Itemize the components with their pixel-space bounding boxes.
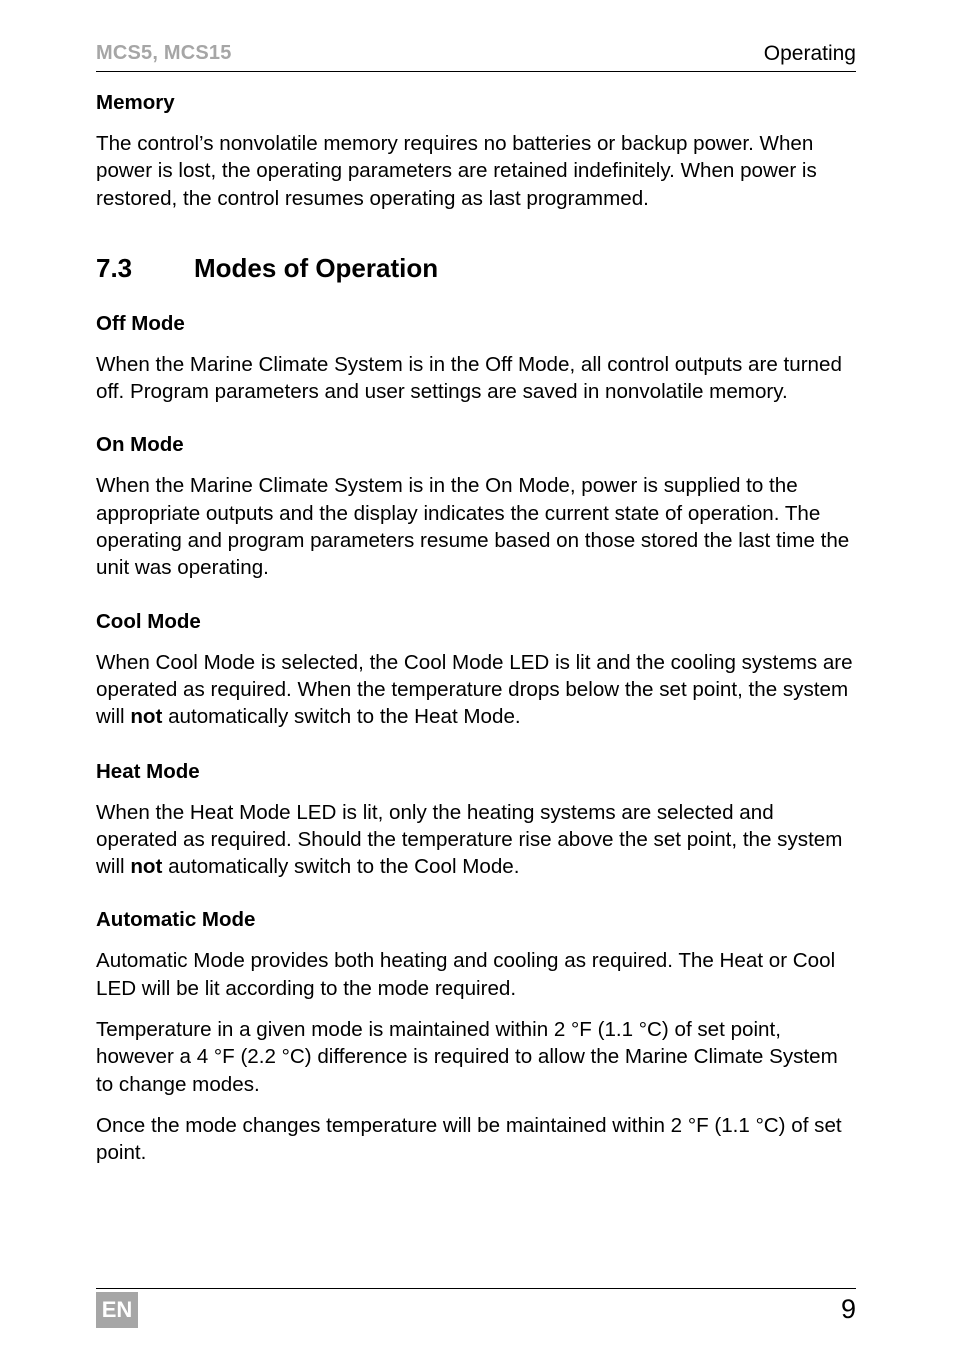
automatic-mode-heading: Automatic Mode — [96, 908, 256, 932]
off-mode-paragraph: When the Marine Climate System is in the Off Mode, all control outputs are turned off. Program parameters and user settings are saved in nonvolatile memory. — [96, 352, 842, 404]
heat-mode-text-after: automatically switch to the Cool Mode. — [162, 855, 520, 879]
section-number: 7.3 — [96, 252, 133, 283]
off-mode-heading: Off Mode — [96, 311, 185, 335]
cool-mode-text-after: automatically switch to the Heat Mode. — [162, 705, 521, 729]
page-number: 9 — [840, 1294, 856, 1324]
section-title: Modes of Operation — [194, 252, 439, 283]
heat-mode-paragraph — [96, 799, 856, 881]
automatic-mode-paragraph-1: Automatic Mode provides both heating and cooling as required. The Heat or Cool LED will be lit according to the mode required. — [96, 949, 836, 1000]
memory-paragraph: The control’s nonvolatile memory requires no batteries or backup power. When power is lost, the operating parameters are retained indefinitely. When power is restored, the control resumes operating as last programmed. — [96, 132, 817, 210]
cool-mode-emphasis: not — [130, 705, 163, 729]
heat-mode-heading: Heat Mode — [96, 759, 200, 783]
on-mode-paragraph: When the Marine Climate System is in the On Mode, power is supplied to the appropriate outputs and the display indicates the current state of operation. The operating and program parameters resume based on those stored the last time the unit was operating. — [96, 474, 850, 580]
product-name: MCS5, MCS15 — [96, 42, 232, 64]
header-divider — [96, 71, 856, 72]
automatic-mode-paragraph-3: Once the mode changes temperature will be maintained within 2 °F (1.1 °C) of set point. — [96, 1113, 842, 1165]
on-mode-heading: On Mode — [96, 433, 184, 457]
memory-heading: Memory — [96, 91, 175, 114]
cool-mode-text-before: When Cool Mode is selected, the Cool Mode LED is lit and the cooling systems are operated as required. When the temperature drops below the set point, the system will — [96, 650, 853, 729]
section-heading — [96, 252, 856, 284]
heat-mode-text-before: When the Heat Mode LED is lit, only the heating systems are selected and operated as required. Should the temperature rise above the set point, the system will — [96, 800, 843, 879]
cool-mode-heading: Cool Mode — [96, 609, 201, 633]
automatic-mode-paragraph-2: Temperature in a given mode is maintained within 2 °F (1.1 °C) of set point, however a 4 °F (2.2 °C) difference is required to allow the Marine Climate System to change modes. — [96, 1018, 838, 1096]
page-content — [96, 89, 856, 1167]
footer-divider — [96, 1288, 856, 1289]
chapter-name: Operating — [763, 42, 856, 65]
cool-mode-paragraph — [96, 649, 856, 731]
heat-mode-emphasis: not — [130, 855, 163, 879]
language-badge: EN — [96, 1292, 138, 1328]
